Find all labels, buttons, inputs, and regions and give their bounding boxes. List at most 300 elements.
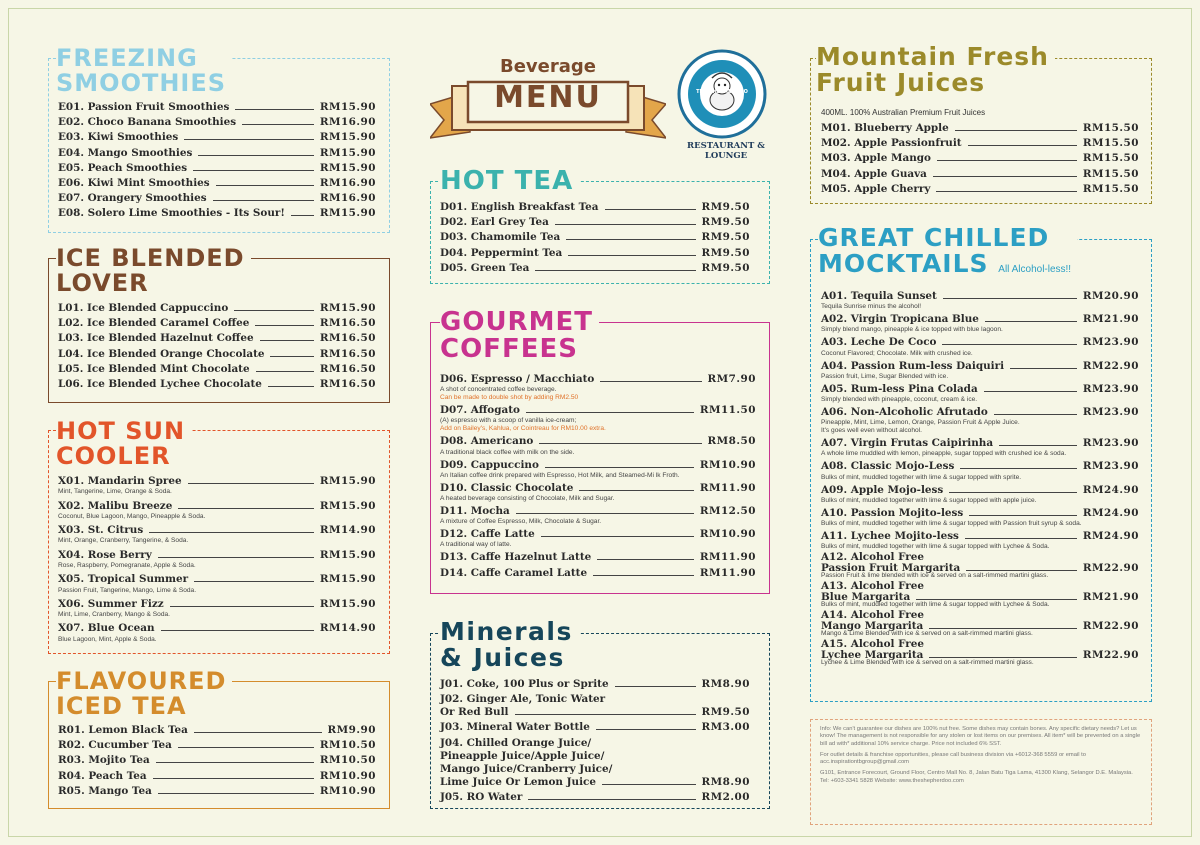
menu-item-row — [58, 177, 376, 192]
item-price: RM16.90 — [319, 192, 376, 205]
item-price: RM16.90 — [319, 176, 376, 189]
leader-line — [268, 386, 314, 387]
menu-item — [821, 290, 1139, 311]
item-name: Passion Fruit Margarita — [821, 562, 961, 575]
item-name: E01. Passion Fruit Smoothies — [58, 101, 230, 113]
menu-item — [821, 507, 1139, 528]
item-price: RM15.90 — [319, 475, 376, 487]
menu-item-row — [58, 302, 376, 317]
note-address: G101, Entrance Forecourt, Ground Floor, Centro Mall No. 8, Jalan Batu Tiga Lama, 41300 Klang, Selangor D.E. Malaysia. Tel: +603-3341 5828 Website: www.theshepherdoo.com — [820, 770, 1133, 784]
item-price: RM11.90 — [699, 481, 756, 494]
leader-line — [193, 170, 314, 171]
item-name: L01. Ice Blended Cappuccino — [58, 302, 229, 314]
leader-line — [216, 185, 314, 186]
item-name: R05. Mango Tea — [58, 784, 152, 797]
item-price: RM15.90 — [319, 146, 376, 159]
hot-sun-items — [58, 475, 376, 647]
menu-item — [821, 484, 1139, 505]
minerals-title — [440, 619, 579, 672]
smoothies-title-line2: SMOOTHIES — [56, 69, 227, 98]
item-price: RM15.50 — [1082, 137, 1139, 150]
leader-line — [149, 532, 314, 533]
leader-line — [943, 298, 1077, 299]
mocktails-title-line1: GREAT CHILLED — [818, 223, 1050, 252]
item-description: Coconut Flavored; Chocolate. Milk with crushed ice. — [821, 349, 973, 357]
leader-line — [242, 124, 314, 125]
menu-item — [821, 152, 1139, 167]
menu-item — [58, 378, 376, 393]
menu-item-row — [440, 262, 750, 277]
minerals-title-line2: & Juices — [440, 643, 565, 673]
item-price: RM15.90 — [319, 302, 376, 314]
leader-line — [1010, 368, 1077, 369]
item-name: Lychee Margarita — [821, 649, 924, 662]
item-description: Rose, Raspberry, Pomegranate, Apple & Soda. — [58, 561, 196, 569]
item-name: A09. Apple Mojo-less — [821, 483, 944, 496]
fruit-juices-subtitle: 400ML. 100% Australian Premium Fruit Juices — [821, 108, 986, 117]
item-price: RM9.50 — [701, 231, 750, 244]
ice-blended-items — [58, 302, 376, 393]
item-name: D10. Classic Chocolate — [440, 481, 574, 494]
item-price: RM14.90 — [319, 524, 376, 537]
menu-item-row — [821, 152, 1139, 167]
item-price: RM9.50 — [701, 216, 750, 229]
item-name: A08. Classic Mojo-Less — [821, 460, 955, 473]
item-name: A01. Tequila Sunset — [821, 290, 937, 302]
item-name: D02. Earl Grey Tea — [440, 216, 549, 229]
menu-item-row — [58, 724, 376, 739]
item-description: Bulks of mint, muddled together with lime & sugar topped with sprite. — [821, 473, 1022, 481]
fruit-juices-title-line2: Fruit Juices — [816, 68, 986, 98]
item-name: D05. Green Tea — [440, 261, 530, 274]
item-description: Bulks of mint, muddled together with lime & sugar topped with apple juice. — [821, 496, 1037, 504]
hot-sun-title-line1: HOT SUN — [56, 417, 186, 445]
item-name: A05. Rum-less Pina Colada — [821, 382, 978, 395]
item-name: M02. Apple Passionfruit — [821, 137, 962, 150]
item-name: L06. Ice Blended Lychee Chocolate — [58, 377, 262, 390]
item-name: D08. Americano — [440, 435, 534, 448]
menu-item-row — [440, 216, 750, 231]
leader-line — [597, 559, 694, 560]
item-description: Bulks of mint, muddled together with lime & sugar topped with Passion fruit syrup & soda. — [821, 519, 1082, 527]
leader-line — [156, 762, 314, 763]
menu-item — [821, 168, 1139, 183]
item-price: RM22.90 — [1082, 359, 1139, 372]
item-name: X07. Blue Ocean — [58, 622, 155, 635]
item-price: RM2.00 — [701, 790, 750, 803]
item-price: RM9.50 — [701, 261, 750, 274]
leader-line — [535, 270, 695, 271]
item-description: A traditional way of latte. — [440, 541, 512, 549]
leader-line — [158, 793, 314, 794]
iced-tea-title — [56, 669, 232, 719]
leader-line — [526, 412, 694, 413]
menu-item — [58, 724, 376, 739]
menu-item — [821, 183, 1139, 198]
item-name: D01. English Breakfast Tea — [440, 201, 599, 213]
menu-item-row — [58, 317, 376, 332]
leader-line — [184, 139, 314, 140]
item-price: RM10.90 — [699, 528, 756, 541]
leader-line — [579, 490, 693, 491]
note-franchise: For outlet details & franchise opportunities, please call business division via +6012-368 5559 or email to acc.inspirationtbgroup@gmail.com — [820, 751, 1087, 766]
leader-line — [198, 155, 313, 156]
menu-item — [58, 147, 376, 162]
leader-line — [255, 325, 313, 326]
item-name: J01. Coke, 100 Plus or Sprite — [440, 678, 609, 690]
leader-line — [213, 200, 314, 201]
item-price: RM24.90 — [1082, 506, 1139, 519]
item-description: Bulks of mint, muddled together with lime & sugar topped with Lychee & Soda. — [821, 543, 1050, 551]
item-price: RM11.90 — [699, 551, 756, 564]
menu-item — [440, 505, 756, 526]
menu-item — [58, 177, 376, 192]
menu-item-row — [58, 770, 376, 785]
menu-item-row — [440, 201, 750, 216]
item-name-line1: J04. Chilled Orange Juice/ — [440, 736, 592, 749]
item-price: RM15.90 — [319, 101, 376, 113]
item-price: RM16.50 — [319, 362, 376, 375]
leader-line — [916, 599, 1077, 600]
leader-line — [942, 344, 1076, 345]
menu-item-row — [821, 168, 1139, 183]
item-description: Lychee & Lime Blended with ice & served on a salt-rimmed martini glass. — [821, 659, 1034, 667]
leader-line — [965, 538, 1077, 539]
item-price: RM16.50 — [319, 332, 376, 345]
menu-item — [58, 754, 376, 769]
leader-line — [994, 414, 1077, 415]
item-price: RM15.50 — [1082, 182, 1139, 195]
item-price: RM16.90 — [319, 116, 376, 129]
item-name: M01. Blueberry Apple — [821, 122, 949, 134]
item-description: Passion Fruit & lime blended with ice & served on a salt-rimmed martini glass. — [821, 572, 1049, 580]
leader-line — [270, 356, 313, 357]
menu-label: MENU — [494, 80, 602, 115]
smoothies-title — [56, 46, 232, 96]
item-name: X06. Summer Fizz — [58, 597, 164, 610]
item-price: RM21.90 — [1082, 313, 1139, 326]
item-name: X04. Rose Berry — [58, 548, 152, 561]
leader-line — [966, 570, 1077, 571]
item-price: RM16.50 — [319, 317, 376, 330]
menu-item — [58, 101, 376, 116]
fruit-juices-items — [821, 122, 1139, 198]
leader-line — [555, 224, 696, 225]
menu-item — [821, 313, 1139, 334]
item-description: Mint, Orange, Cranberry, Tangerine, & Soda. — [58, 537, 189, 545]
item-price: RM8.90 — [701, 775, 750, 788]
menu-item — [440, 721, 750, 736]
menu-item — [821, 336, 1139, 357]
leader-line — [291, 215, 314, 216]
fruit-juices-title — [816, 44, 1055, 97]
item-price: RM10.50 — [319, 739, 376, 752]
menu-item-row — [58, 754, 376, 769]
item-name: R04. Peach Tea — [58, 769, 147, 782]
leader-line — [541, 536, 694, 537]
ice-blended-title-line1: ICE BLENDED — [56, 244, 245, 272]
item-name: D06. Espresso / Macchiato — [440, 373, 595, 385]
item-name: R02. Cucumber Tea — [58, 739, 172, 752]
menu-item — [440, 404, 756, 433]
logo-ring-text: THE SHEPHERDOO — [696, 89, 748, 95]
item-name: D14. Caffe Caramel Latte — [440, 567, 588, 580]
item-price: RM15.90 — [319, 548, 376, 561]
hot-tea-title: HOT TEA — [440, 168, 579, 195]
menu-item-row — [58, 207, 376, 222]
item-description: Simply blend mango, pineapple & ice topped with blue lagoon. — [821, 326, 1003, 334]
leader-line — [260, 340, 314, 341]
menu-item — [821, 437, 1139, 458]
leader-line — [936, 191, 1076, 192]
item-name: A04. Passion Rum-less Daiquiri — [821, 359, 1005, 372]
item-price: RM15.90 — [319, 573, 376, 586]
menu-item — [58, 500, 376, 521]
leader-line — [985, 321, 1077, 322]
item-name: D12. Caffe Latte — [440, 528, 535, 541]
item-price: RM16.50 — [319, 347, 376, 360]
item-price: RM8.90 — [701, 678, 750, 690]
menu-item-row — [58, 785, 376, 800]
item-name-line4: Lime Juice Or Lemon Juice — [440, 775, 596, 788]
menu-item-row — [58, 348, 376, 363]
item-description: Add on Bailey's, Kahlua, or Cointreau for RM10.00 extra. — [440, 425, 606, 433]
menu-item-row — [821, 183, 1139, 198]
item-description: A mixture of Coffee Espresso, Milk, Chocolate & Sugar. — [440, 518, 602, 526]
item-price: RM8.50 — [707, 435, 756, 448]
item-description: Blue Lagoon, Mint, Apple & Soda. — [58, 635, 157, 643]
item-name: L03. Ice Blended Hazelnut Coffee — [58, 332, 254, 345]
leader-line — [937, 160, 1077, 161]
menu-item — [58, 332, 376, 347]
leader-line — [933, 176, 1077, 177]
leader-line — [566, 239, 695, 240]
leader-line — [188, 483, 314, 484]
menu-item — [821, 640, 1139, 667]
item-description: Coconut, Blue Lagoon, Mango, Pineapple & Soda. — [58, 512, 206, 520]
item-description: A whole lime muddled with lemon, pineapple, sugar topped with crushed ice & soda. — [821, 450, 1067, 458]
item-description: Mint, Tangerine, Lime, Orange & Soda. — [58, 488, 172, 496]
item-name: J05. RO Water — [440, 790, 523, 803]
leader-line — [528, 799, 695, 800]
leader-line — [161, 630, 314, 631]
item-price: RM10.90 — [319, 784, 376, 797]
item-name: E02. Choco Banana Smoothies — [58, 116, 237, 129]
menu-item — [440, 737, 750, 791]
leader-line — [984, 391, 1077, 392]
leader-line — [929, 628, 1077, 629]
item-price: RM3.00 — [701, 721, 750, 734]
item-price: RM24.90 — [1082, 529, 1139, 542]
item-price: RM24.90 — [1082, 483, 1139, 496]
item-name: L02. Ice Blended Caramel Coffee — [58, 317, 250, 330]
item-price: RM15.90 — [319, 161, 376, 174]
leader-line — [968, 145, 1077, 146]
mocktails-title-word: MOCKTAILS — [818, 249, 989, 279]
item-name: R03. Mojito Tea — [58, 754, 150, 767]
item-name: E05. Peach Smoothies — [58, 161, 188, 174]
item-price: RM22.90 — [1082, 649, 1139, 662]
item-name: A03. Leche De Coco — [821, 336, 937, 349]
item-name: D04. Peppermint Tea — [440, 246, 563, 259]
item-name: D13. Caffe Hazelnut Latte — [440, 551, 592, 564]
item-name: D11. Mocha — [440, 504, 510, 517]
leader-line — [568, 255, 695, 256]
leader-line — [158, 557, 314, 558]
beverage-label: Beverage — [500, 56, 596, 77]
menu-item — [821, 360, 1139, 381]
item-description: (A) espresso with a scoop of vanilla ice-cream; — [440, 417, 577, 425]
menu-item — [58, 739, 376, 754]
item-price: RM15.90 — [319, 131, 376, 144]
menu-item-row — [58, 147, 376, 162]
item-name: M04. Apple Guava — [821, 167, 927, 180]
item-name-line3: Mango Juice/Cranberry Juice/ — [440, 762, 613, 775]
item-price: RM7.90 — [707, 373, 756, 385]
leader-line — [605, 209, 696, 210]
item-name-line2: Pineapple Juice/Apple Juice/ — [440, 749, 605, 762]
item-name-line2: Or Red Bull — [440, 706, 509, 719]
leader-line — [153, 778, 314, 779]
item-price: RM22.90 — [1082, 562, 1139, 575]
item-name: A07. Virgin Frutas Caipirinha — [821, 437, 994, 450]
menu-item — [821, 383, 1139, 404]
menu-item — [821, 611, 1139, 638]
leader-line — [235, 109, 313, 110]
minerals-items — [440, 678, 750, 806]
item-description: An Italian coffee drink prepared with Espresso, Hot Milk, and Steamed-Mi lk Froth. — [440, 471, 680, 479]
item-name: E08. Solero Lime Smoothies - Its Sour! — [58, 207, 285, 220]
item-description: A traditional black coffee with milk on the side. — [440, 448, 575, 456]
item-price: RM10.50 — [319, 754, 376, 767]
item-name: E04. Mango Smoothies — [58, 146, 193, 159]
mocktails-title — [818, 225, 1077, 278]
item-price: RM10.90 — [699, 458, 756, 471]
item-price: RM15.90 — [319, 207, 376, 220]
leader-line — [515, 714, 696, 715]
item-description: Can be made to double shot by adding RM2.50 — [440, 394, 579, 402]
item-name-line1: J02. Ginger Ale, Tonic Water — [440, 693, 606, 706]
menu-item — [440, 201, 750, 216]
ice-blended-title-line2: LOVER — [56, 269, 149, 298]
item-name: A10. Passion Mojito-less — [821, 506, 964, 519]
menu-item — [440, 247, 750, 262]
menu-item — [440, 678, 750, 693]
menu-item — [821, 582, 1139, 609]
minerals-title-line1: Minerals — [440, 617, 573, 646]
item-name: D07. Affogato — [440, 404, 520, 417]
leader-line — [955, 130, 1077, 131]
menu-item — [821, 530, 1139, 551]
leader-line — [545, 467, 694, 468]
item-price: RM9.90 — [327, 724, 376, 736]
item-name: L05. Ice Blended Mint Chocolate — [58, 362, 250, 375]
item-price: RM23.90 — [1082, 382, 1139, 395]
item-price: RM15.90 — [319, 597, 376, 610]
item-price: RM23.90 — [1082, 336, 1139, 349]
menu-item-row — [58, 332, 376, 347]
menu-item — [58, 348, 376, 363]
item-name: Mango Margarita — [821, 620, 924, 633]
hot-sun-title — [56, 419, 191, 469]
fruit-juices-title-line1: Mountain Fresh — [816, 42, 1049, 71]
menu-item — [440, 791, 750, 806]
menu-item — [58, 302, 376, 317]
leader-line — [256, 371, 314, 372]
item-price: RM10.90 — [319, 769, 376, 782]
item-description: Passion Fruit, Tangerine, Mango, Lime & Soda. — [58, 586, 197, 594]
leader-line — [602, 784, 696, 785]
iced-tea-items — [58, 724, 376, 800]
mocktails-tagline: All Alcohol-less!! — [998, 264, 1072, 276]
leader-line — [170, 606, 314, 607]
menu-item-row — [58, 101, 376, 116]
menu-item — [821, 122, 1139, 137]
gourmet-title-line2: COFFEES — [440, 334, 578, 365]
leader-line — [600, 381, 701, 382]
leader-line — [960, 468, 1076, 469]
menu-item-row — [440, 231, 750, 246]
ice-blended-title — [56, 246, 251, 296]
menu-item-row — [58, 192, 376, 207]
menu-item — [58, 622, 376, 643]
menu-item — [58, 116, 376, 131]
menu-item-row — [58, 739, 376, 754]
menu-item — [440, 435, 756, 456]
leader-line — [929, 657, 1076, 658]
item-name-line1: A13. Alcohol Free — [821, 580, 924, 593]
gourmet-title-line1: GOURMET — [440, 307, 593, 337]
item-name: M03. Apple Mango — [821, 152, 931, 165]
item-name-line1: A15. Alcohol Free — [821, 638, 924, 651]
item-description: It's goes well even without alcohol. — [821, 427, 922, 435]
gourmet-items — [440, 373, 756, 583]
leader-line — [969, 515, 1077, 516]
item-name: A06. Non-Alcoholic Afrutado — [821, 405, 988, 418]
menu-item — [58, 549, 376, 570]
menu-item — [58, 192, 376, 207]
smoothies-title-line1: FREEZING — [56, 44, 198, 72]
menu-item-row — [440, 247, 750, 262]
menu-item — [58, 573, 376, 594]
menu-item-row — [58, 363, 376, 378]
menu-item — [58, 770, 376, 785]
menu-item-row — [58, 162, 376, 177]
item-name: X01. Mandarin Spree — [58, 475, 182, 487]
item-name-line1: A14. Alcohol Free — [821, 609, 924, 622]
menu-item-row — [58, 131, 376, 146]
item-price: RM11.50 — [699, 404, 756, 417]
menu-item-row — [58, 116, 376, 131]
item-price: RM22.90 — [1082, 620, 1139, 633]
menu-item — [440, 459, 756, 480]
menu-item — [58, 598, 376, 619]
mocktails-items — [821, 290, 1139, 669]
menu-item-row — [58, 378, 376, 393]
menu-item — [58, 363, 376, 378]
item-description: Mango & Lime Blended with ice & served on a salt-rimmed martini glass. — [821, 630, 1033, 638]
note-dietary: Info: We can't guarantee our dishes are 100% nut free. Some dishes may contain bones. Any specific dietary needs? Let us know! The management is not responsible for any stolen or lost items on our premises. All item* will be prevented on a single bill ad with* additional 10% service charge. Price not included 6% SST. — [820, 726, 1141, 747]
menu-item — [58, 475, 376, 496]
item-price: RM23.90 — [1082, 460, 1139, 473]
leader-line — [615, 686, 696, 687]
item-name: R01. Lemon Black Tea — [58, 724, 188, 736]
item-name: M05. Apple Cherry — [821, 182, 931, 195]
item-name: X03. St. Citrus — [58, 524, 144, 537]
item-name: E06. Kiwi Mint Smoothies — [58, 176, 210, 189]
menu-item-row — [440, 551, 756, 566]
item-description: Pineapple, Mint, Lime, Lemon, Orange, Passion Fruit & Apple Juice. — [821, 419, 1020, 427]
